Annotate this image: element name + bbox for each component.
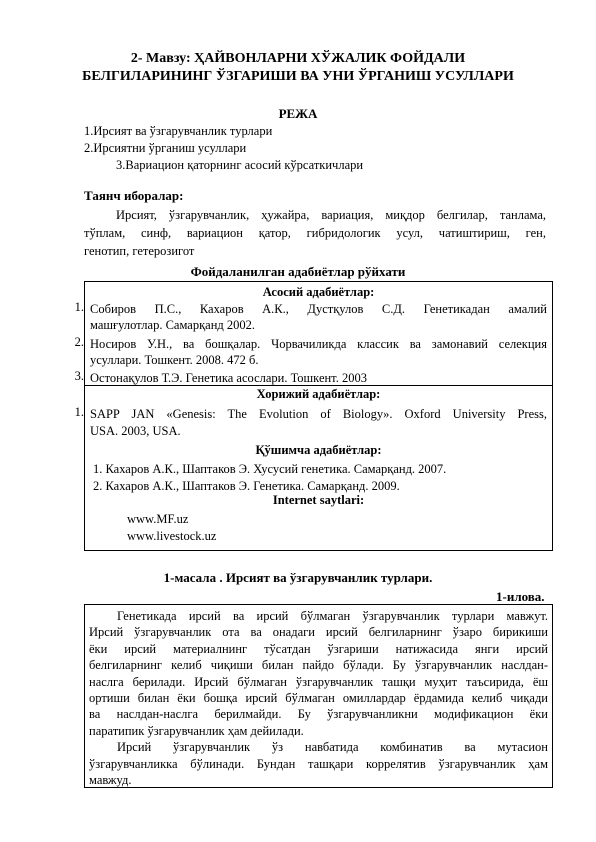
foreign-literature-item-1-line-2: USA. 2003, USA. (90, 424, 181, 438)
content-line-5: наслга берилади. Ирсий бўлмаган ўзгарувчанлик ташқи муҳит таъсирида, ёш (89, 674, 548, 689)
section-heading: 1-масала . Ирсият ва ўзгарувчанлик турлари. (163, 570, 433, 585)
plan-item-2: 2.Ирсиятни ўрганиш усуллари (84, 141, 247, 155)
main-literature-heading: Асосий адабиётлар: (262, 285, 375, 299)
main-literature-item-2-line-1: Носиров У.Н., ва бошқалар. Чорвачиликда классик ва замонавий селекция (90, 337, 547, 351)
content-line-4: белгиларнинг келиб чиқиши билан пайдо бўлади. Бу ўзгарувчанлик наслдан- (89, 658, 548, 673)
main-literature-number-1: 1. (74, 300, 84, 314)
keywords-line-3: генотип, гетерозигот (84, 244, 195, 258)
literature-box (84, 281, 553, 551)
plan-item-1: 1.Ирсият ва ўзгарувчанлик турлари (84, 124, 273, 138)
internet-site-link-2[interactable]: www.livestock.uz (127, 529, 217, 543)
content-line-9: Ирсий ўзгарувчанлик ўз навбатида комбинатив ва мутасион (117, 740, 548, 755)
main-literature-item-2-line-2: усуллари. Тошкент. 2008. 472 б. (90, 353, 259, 367)
main-literature-number-3: 3. (74, 369, 84, 383)
internet-site-link-1[interactable]: www.MF.uz (127, 512, 189, 526)
foreign-literature-heading: Хорижий адабиётлар: (256, 387, 381, 401)
keywords-line-2: тўплам, синф, вариацион қатор, гибридологик усул, чатиштириш, ген, (84, 226, 546, 240)
main-literature-number-2: 2. (74, 335, 84, 349)
additional-literature-heading: Қўшимча адабиётлар: (255, 443, 382, 457)
foreign-literature-number-1: 1. (74, 405, 84, 419)
topic-title-line-2: БЕЛГИЛАРИНИНГ ЎЗГАРИШИ ВА УНИ ЎРГАНИШ УСУЛЛАРИ (82, 69, 514, 84)
keywords-heading: Таянч иборалар: (84, 188, 184, 203)
additional-literature-item-1: 1. Кахаров А.К., Шаптаков Э. Хусусий генетика. Самарқанд. 2007. (93, 462, 447, 476)
content-line-8: паратипик ўзгарувчанлик ҳам дейилади. (89, 723, 304, 738)
plan-heading: РЕЖА (278, 106, 318, 121)
literature-heading: Фойдаланилган адабиётлар рўйхати (190, 264, 406, 279)
keywords-line-1: Ирсият, ўзгарувчанлик, ҳужайра, вариация, миқдор белгилар, танлама, (116, 208, 546, 222)
content-line-1: Генетикада ирсий ва ирсий бўлмаган ўзгарувчанлик турлари мавжут. (117, 609, 548, 623)
main-literature-item-1-line-1: Собиров П.С., Кахаров А.К., Дустқулов С.Д. Генетикадан амалий (90, 302, 547, 316)
content-line-3: ёки ирсий материалнинг тўсатдан ўзгариши натижасида янги ирсий (89, 641, 548, 656)
main-literature-item-3: Остонақулов Т.Э. Генетика асослари. Тошкент. 2003 (90, 371, 367, 385)
content-box (84, 604, 553, 788)
plan-item-3: 3.Вариацион қаторнинг асосий кўрсаткичлари (116, 158, 364, 172)
content-line-11: мавжуд. (89, 772, 132, 787)
content-line-10: ўзгарувчанликка бўлинади. Бундан ташқари коррелятив ўзгарувчанлик ҳам (89, 756, 548, 771)
content-line-7: ва наслдан-наслга берилмайди. Бу ўзгарувчанликни модификацион ёки (89, 707, 548, 722)
content-line-6: ортиши билан ёки бошқа ирсий бўлмаган омиллардар ёрдамида келиб чиқади (89, 690, 548, 705)
content-paragraph (89, 608, 548, 788)
internet-sites-heading: Internet saytlari: (272, 493, 365, 507)
additional-literature-item-2: 2. Кахаров А.К., Шаптаков Э. Генетика. Самарқанд. 2009. (93, 479, 400, 493)
main-literature-item-1-line-2: машғулотлар. Самарқанд 2002. (90, 318, 256, 332)
section-divider (85, 385, 552, 386)
foreign-literature-item-1-line-1: SAPP JAN «Genesis: The Evolution of Biology». Oxford University Press, (90, 407, 547, 421)
topic-title-line-1: 2- Мавзу: ҲАЙВОНЛАРНИ ХЎЖАЛИК ФОЙДАЛИ (130, 51, 466, 66)
content-line-2: Ирсий ўзгарувчанлик ота ва онадаги ирсий белгиларнинг ўзаро бирикиши (89, 625, 548, 640)
appendix-label: 1-илова. (496, 589, 545, 604)
